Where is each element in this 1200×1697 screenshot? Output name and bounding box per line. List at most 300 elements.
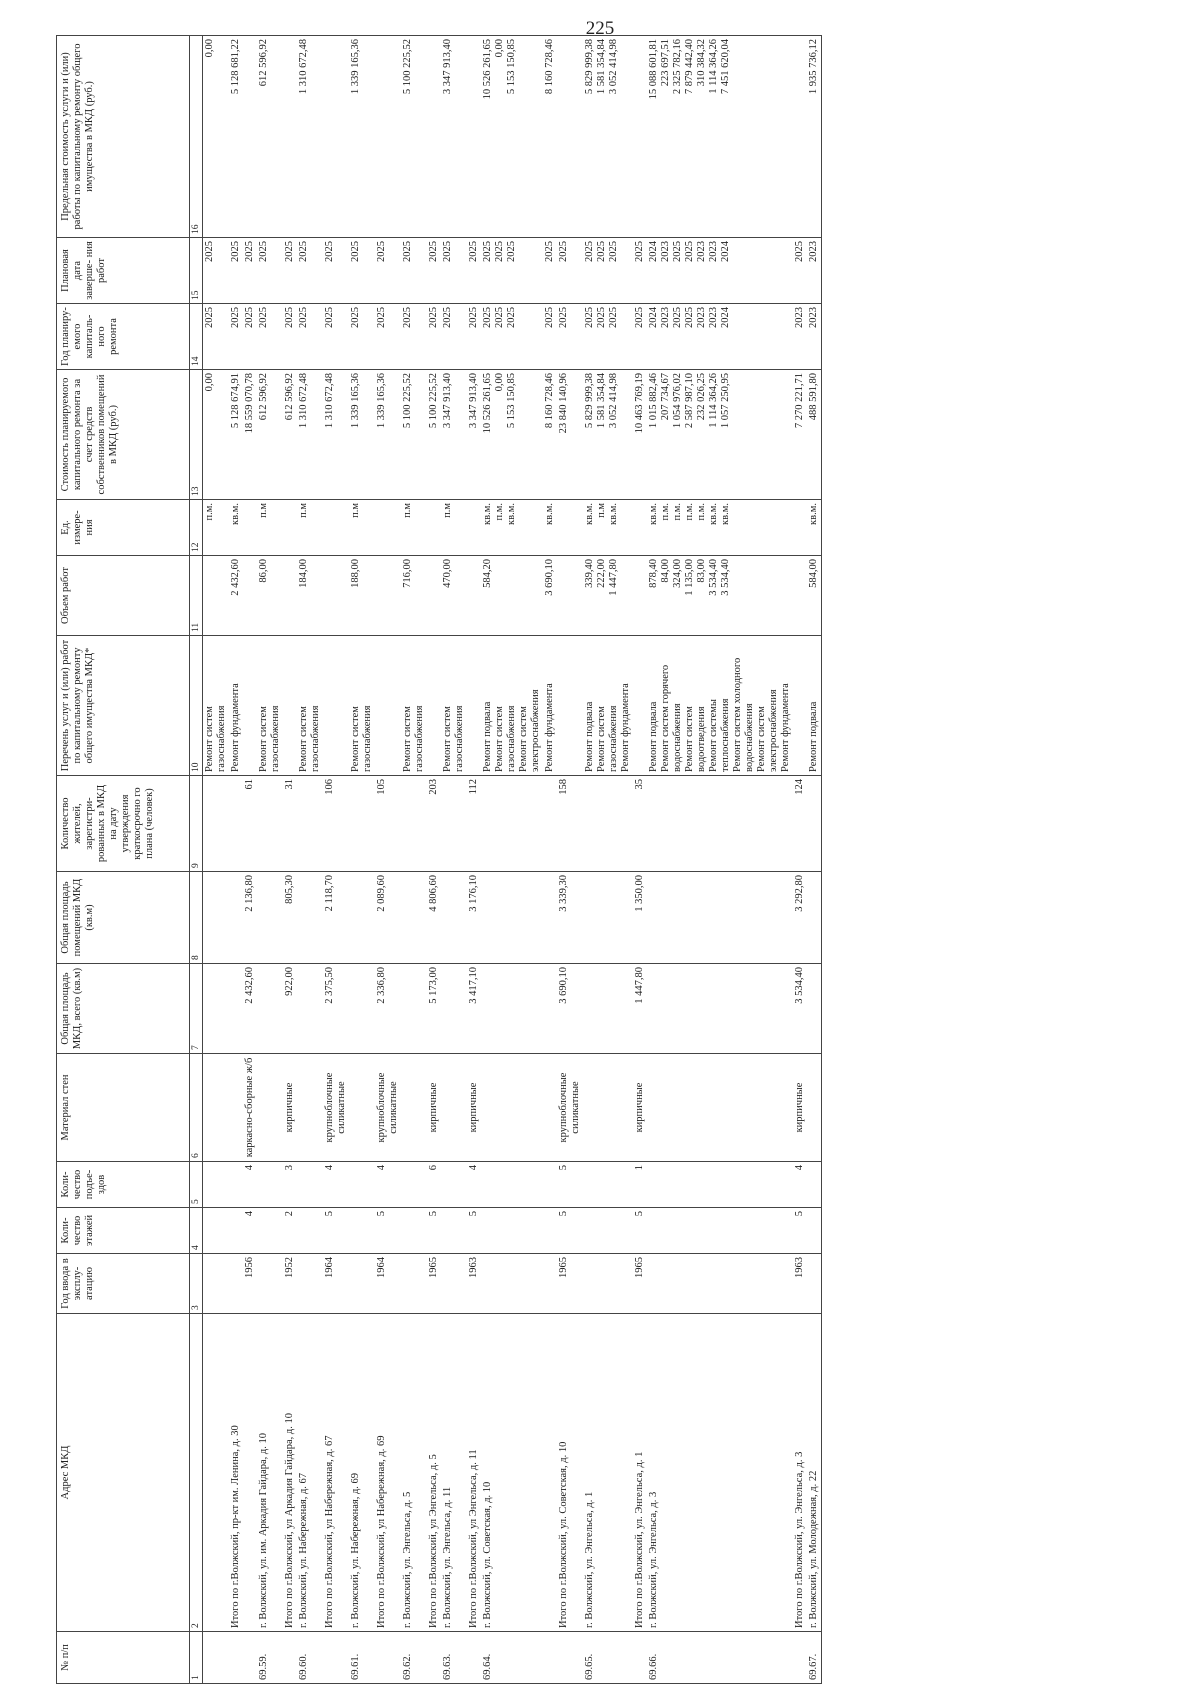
column-header-10: Перечень услуг и (или) работ по капитальному ремонту общего имущества МКД*: [57, 636, 190, 776]
completion-date: [229, 238, 243, 304]
measure-unit-line: п.м.: [672, 503, 683, 521]
work-volume-line: 1 135,00: [684, 559, 695, 596]
column-number-12: 12: [190, 500, 203, 556]
completion-date-line: 2025: [284, 241, 295, 262]
repair-cost: [283, 370, 297, 500]
work-item: [243, 636, 257, 776]
mkd-address: г. Волжский, ул. Набережная, д. 69: [349, 1314, 375, 1632]
mkd-address: г. Волжский, ул. Энгельса, д. 1: [583, 1314, 633, 1632]
floor-count: [229, 1208, 243, 1254]
cost-limit: [229, 36, 243, 238]
row-number: 69.62.: [401, 1632, 427, 1684]
measure-unit-line: [558, 503, 570, 552]
repair-cost-line: 5 829 999,38: [584, 373, 595, 429]
work-volume-line: 184,00: [298, 559, 309, 588]
entrance-count: 4: [323, 1162, 349, 1208]
completion-date-line: 2025: [584, 241, 595, 262]
commission-year: 1963: [793, 1254, 807, 1314]
completion-date-line: 2025: [468, 241, 479, 262]
wall-material: [257, 1054, 283, 1162]
commission-year: [543, 1254, 557, 1314]
completion-date-line: 2025: [506, 241, 517, 262]
work-item-line: Ремонт фундамента: [620, 683, 631, 772]
repair-cost: [297, 370, 323, 500]
planned-year: [633, 304, 647, 370]
mkd-address: г. Волжский, ул. Энгельса, д. 3: [647, 1314, 793, 1632]
floor-count: [203, 1208, 230, 1254]
work-item: [323, 636, 349, 776]
premises-area: [647, 872, 793, 964]
mkd-address: [543, 1314, 557, 1632]
work-item-line: [428, 639, 440, 772]
cost-limit-line: 5 100 225,52: [402, 39, 413, 95]
table-row: [427, 36, 441, 1684]
table-row: [375, 36, 401, 1684]
measure-unit: [557, 500, 583, 556]
repair-cost: [583, 370, 633, 500]
wall-material: кирпичные: [467, 1054, 481, 1162]
work-volume: [467, 556, 481, 636]
cost-limit-line: 0,00: [204, 39, 215, 58]
completion-date: [257, 238, 283, 304]
work-item-line: Ремонт систем холодного водоснабжения: [732, 657, 755, 772]
completion-date-line: 2023: [708, 241, 719, 262]
cost-limit-line: 1 114 364,26: [708, 39, 719, 94]
measure-unit-line: п.м.: [204, 503, 215, 521]
work-item-line: Ремонт фундамента: [780, 683, 791, 772]
work-item: [229, 636, 243, 776]
table-row: [807, 36, 822, 1684]
wall-material: [543, 1054, 557, 1162]
work-volume: [323, 556, 349, 636]
premises-area: 805,30: [283, 872, 297, 964]
entrance-count: 4: [793, 1162, 807, 1208]
cost-limit: [557, 36, 583, 238]
commission-year: 1965: [633, 1254, 647, 1314]
work-volume: [401, 556, 427, 636]
work-item: [467, 636, 481, 776]
repair-cost-line: 1 310 672,48: [298, 373, 309, 429]
measure-unit-line: [284, 503, 296, 552]
premises-area: 4 806,60: [427, 872, 441, 964]
planned-year-line: 2025: [672, 307, 683, 328]
measure-unit: [203, 500, 230, 556]
planned-year-line: 2025: [324, 307, 335, 328]
work-volume-line: [324, 559, 336, 632]
cost-limit-line: [468, 39, 480, 234]
measure-unit-line: кв.м.: [720, 503, 731, 525]
total-area: 2 375,50: [323, 964, 349, 1054]
completion-date: [297, 238, 323, 304]
total-area: [481, 964, 543, 1054]
cost-limit-line: [634, 39, 646, 234]
cost-limit: [375, 36, 401, 238]
entrance-count: [203, 1162, 230, 1208]
measure-unit: [633, 500, 647, 556]
resident-count: [257, 776, 283, 872]
repair-cost-line: 0,00: [494, 373, 505, 392]
completion-date: [349, 238, 375, 304]
work-item-line: Ремонт систем электроснабжения: [756, 689, 779, 772]
measure-unit: [257, 500, 283, 556]
total-area: 3 534,40: [793, 964, 807, 1054]
column-number-row: [190, 36, 203, 1684]
row-number: 69.59.: [257, 1632, 283, 1684]
column-header-2: Адрес МКД: [57, 1314, 190, 1632]
total-area: [543, 964, 557, 1054]
work-volume-line: 188,00: [350, 559, 361, 588]
repair-cost: [243, 370, 257, 500]
repair-cost-line: 18 559 070,78: [244, 373, 255, 434]
resident-count: 158: [557, 776, 583, 872]
commission-year: 1956: [243, 1254, 257, 1314]
work-volume: [297, 556, 323, 636]
work-item-line: Ремонт систем газоснабжения: [298, 705, 321, 772]
total-area: [401, 964, 427, 1054]
resident-count: [297, 776, 323, 872]
wall-material: [229, 1054, 243, 1162]
repair-cost: [481, 370, 543, 500]
work-item-line: [634, 639, 646, 772]
repair-cost-line: 232 026,25: [696, 373, 707, 421]
completion-date-line: 2025: [244, 241, 255, 262]
cost-limit-line: 8 160 728,46: [544, 39, 555, 95]
work-volume-line: 83,00: [696, 559, 707, 583]
planned-year: [323, 304, 349, 370]
column-number-5: 5: [190, 1162, 203, 1208]
measure-unit-line: п.м: [258, 503, 269, 518]
repair-cost-line: 1 057 250,95: [720, 373, 731, 429]
mkd-address: Итого по г.Волжский, пр-кт им. Ленина, д. 30: [229, 1314, 243, 1632]
commission-year: 1965: [427, 1254, 441, 1314]
row-number: [229, 1632, 243, 1684]
entrance-count: [647, 1162, 793, 1208]
column-header-11: Объем работ: [57, 556, 190, 636]
commission-year: [349, 1254, 375, 1314]
cost-limit-line: 3 052 414,98: [608, 39, 619, 95]
cost-limit: [427, 36, 441, 238]
row-number: [283, 1632, 297, 1684]
repair-cost-line: 488 591,80: [808, 373, 819, 421]
resident-count: [229, 776, 243, 872]
work-volume: [349, 556, 375, 636]
cost-limit: [401, 36, 427, 238]
repair-cost-line: 1 015 882,46: [648, 373, 659, 429]
entrance-count: 6: [427, 1162, 441, 1208]
work-volume: [583, 556, 633, 636]
completion-date: [807, 238, 822, 304]
floor-count: [647, 1208, 793, 1254]
measure-unit: [375, 500, 401, 556]
table-row: [557, 36, 583, 1684]
planned-year-line: 2025: [244, 307, 255, 328]
measure-unit: [283, 500, 297, 556]
repair-cost: [401, 370, 427, 500]
row-number: 69.64.: [481, 1632, 543, 1684]
floor-count: [441, 1208, 467, 1254]
table-row: [257, 36, 283, 1684]
work-volume: [283, 556, 297, 636]
completion-date-line: 2025: [376, 241, 387, 262]
work-volume: [243, 556, 257, 636]
work-item-line: Ремонт систем газоснабжения: [596, 705, 619, 772]
work-volume-line: [468, 559, 480, 632]
work-volume-line: [558, 559, 570, 632]
measure-unit-line: [244, 503, 256, 552]
column-number-15: 15: [190, 238, 203, 304]
planned-year-line: 2025: [558, 307, 569, 328]
measure-unit: [807, 500, 822, 556]
planned-year-line: 2025: [506, 307, 517, 328]
work-volume-line: [428, 559, 440, 632]
repair-cost-line: 1 054 976,02: [672, 373, 683, 429]
work-item-line: Ремонт систем газоснабжения: [442, 705, 465, 772]
cost-limit: [543, 36, 557, 238]
planned-year: [467, 304, 481, 370]
work-item-line: Ремонт подвала: [584, 701, 595, 772]
work-item-line: Ремонт систем газоснабжения: [402, 705, 425, 772]
row-number: [557, 1632, 583, 1684]
repair-cost-line: 7 270 221,71: [794, 373, 805, 429]
measure-unit-line: [468, 503, 480, 552]
measure-unit: [481, 500, 543, 556]
work-volume: [229, 556, 243, 636]
commission-year: [481, 1254, 543, 1314]
entrance-count: 1: [633, 1162, 647, 1208]
resident-count: 35: [633, 776, 647, 872]
cost-limit-line: 5 829 999,38: [584, 39, 595, 95]
planned-year-line: 2025: [544, 307, 555, 328]
cost-limit: [257, 36, 283, 238]
work-volume: [481, 556, 543, 636]
completion-date-line: 2025: [608, 241, 619, 262]
repair-cost-line: 0,00: [204, 373, 215, 392]
column-header-3: Год ввода в эксплу- атацию: [57, 1254, 190, 1314]
resident-count: 31: [283, 776, 297, 872]
mkd-address: г. Волжский, ул. им. Аркадия Гайдара, д. 10: [257, 1314, 283, 1632]
work-volume-line: 470,00: [442, 559, 453, 588]
repair-cost-line: 207 734,67: [660, 373, 671, 421]
repair-cost-line: 5 100 225,52: [428, 373, 439, 429]
mkd-address: г. Волжский, ул. Энгельса, д. 5: [401, 1314, 427, 1632]
measure-unit: [793, 500, 807, 556]
premises-area: 3 176,10: [467, 872, 481, 964]
repair-cost: [441, 370, 467, 500]
column-number-10: 10: [190, 636, 203, 776]
planned-year: [297, 304, 323, 370]
entrance-count: [297, 1162, 323, 1208]
planned-year-line: 2025: [634, 307, 645, 328]
repair-cost: [375, 370, 401, 500]
premises-area: 2 136,80: [243, 872, 257, 964]
commission-year: 1952: [283, 1254, 297, 1314]
wall-material: [297, 1054, 323, 1162]
work-volume-line: 86,00: [258, 559, 269, 583]
repair-cost: [257, 370, 283, 500]
repair-cost: [647, 370, 793, 500]
planned-year-line: 2023: [808, 307, 819, 328]
measure-unit-line: п.м.: [494, 503, 505, 521]
total-area: 3 690,10: [557, 964, 583, 1054]
floor-count: [807, 1208, 822, 1254]
total-area: [807, 964, 822, 1054]
resident-count: 105: [375, 776, 401, 872]
commission-year: [441, 1254, 467, 1314]
repair-cost-line: 8 160 728,46: [544, 373, 555, 429]
measure-unit-line: [634, 503, 646, 552]
repair-cost-line: 1 339 165,36: [376, 373, 387, 429]
repair-cost: [229, 370, 243, 500]
completion-date-line: 2025: [544, 241, 555, 262]
work-volume-line: 2 432,60: [230, 559, 241, 596]
entrance-count: 3: [283, 1162, 297, 1208]
planned-year-line: 2023: [696, 307, 707, 328]
cost-limit-line: 3 347 913,40: [442, 39, 453, 95]
measure-unit: [243, 500, 257, 556]
completion-date-line: 2025: [634, 241, 645, 262]
entrance-count: [543, 1162, 557, 1208]
work-item: [583, 636, 633, 776]
completion-date-line: 2025: [258, 241, 269, 262]
measure-unit-line: [428, 503, 440, 552]
row-number: 69.67.: [807, 1632, 822, 1684]
work-volume-line: 324,00: [672, 559, 683, 588]
measure-unit-line: кв.м.: [608, 503, 619, 525]
repair-cost: [633, 370, 647, 500]
measure-unit: [349, 500, 375, 556]
work-item-line: [324, 639, 336, 772]
table-row: [647, 36, 793, 1684]
document-sheet: [56, 36, 1168, 1684]
cost-limit: [807, 36, 822, 238]
header-row: [57, 36, 190, 1684]
wall-material: [481, 1054, 543, 1162]
work-volume: [375, 556, 401, 636]
work-item: [283, 636, 297, 776]
completion-date-line: 2024: [720, 241, 731, 262]
table-row: [323, 36, 349, 1684]
entrance-count: [349, 1162, 375, 1208]
wall-material: [401, 1054, 427, 1162]
column-header-4: Коли- чество этажей: [57, 1208, 190, 1254]
completion-date-line: 2023: [808, 241, 819, 262]
column-number-1: 1: [190, 1632, 203, 1684]
completion-date-line: 2025: [482, 241, 493, 262]
cost-limit-line: [794, 39, 806, 234]
total-area: [257, 964, 283, 1054]
entrance-count: [441, 1162, 467, 1208]
repair-cost-line: 2 587 987,10: [684, 373, 695, 429]
measure-unit-line: кв.м.: [648, 503, 659, 525]
completion-date-line: 2025: [204, 241, 215, 262]
resident-count: 106: [323, 776, 349, 872]
work-item-line: Ремонт систем газоснабжения: [350, 705, 373, 772]
planned-year: [203, 304, 230, 370]
planned-year: [257, 304, 283, 370]
planned-year-line: 2023: [794, 307, 805, 328]
commission-year: 1963: [467, 1254, 481, 1314]
work-item: [203, 636, 230, 776]
work-volume: [441, 556, 467, 636]
cost-limit-line: 7 451 620,04: [720, 39, 731, 95]
row-number: 69.61.: [349, 1632, 375, 1684]
work-item-line: [794, 639, 806, 772]
commission-year: [229, 1254, 243, 1314]
measure-unit-line: п.м.: [684, 503, 695, 521]
repair-cost-line: 10 463 769,19: [634, 373, 645, 434]
completion-date-line: 2025: [684, 241, 695, 262]
measure-unit-line: кв.м.: [708, 503, 719, 525]
premises-area: [349, 872, 375, 964]
wall-material: каркасно-сборные ж/б: [243, 1054, 257, 1162]
repair-cost-line: 1 339 165,36: [350, 373, 361, 429]
completion-date: [243, 238, 257, 304]
work-item-line: Ремонт подвала: [648, 701, 659, 772]
floor-count: [349, 1208, 375, 1254]
table-body: [203, 36, 822, 1684]
measure-unit-line: п.м: [298, 503, 309, 518]
planned-year-line: 2025: [402, 307, 413, 328]
cost-limit: [297, 36, 323, 238]
completion-date: [557, 238, 583, 304]
work-volume-line: 339,40: [584, 559, 595, 588]
planned-year-line: 2025: [596, 307, 607, 328]
planned-year-line: 2025: [258, 307, 269, 328]
commission-year: [583, 1254, 633, 1314]
planned-year: [243, 304, 257, 370]
floor-count: 5: [793, 1208, 807, 1254]
completion-date-line: 2025: [442, 241, 453, 262]
mkd-address: Итого по г.Волжский, ул Энгельса, д. 5: [427, 1314, 441, 1632]
completion-date-line: 2025: [324, 241, 335, 262]
commission-year: [647, 1254, 793, 1314]
work-item-line: Ремонт системы теплоснабжения: [708, 698, 731, 772]
cost-limit-line: 223 697,51: [660, 39, 671, 87]
work-item-line: Ремонт систем электроснабжения: [518, 689, 541, 772]
planned-year-line: 2025: [298, 307, 309, 328]
resident-count: [647, 776, 793, 872]
measure-unit-line: [794, 503, 806, 552]
cost-limit-line: 15 088 601,81: [648, 39, 659, 100]
table-row: [297, 36, 323, 1684]
total-area: [203, 964, 230, 1054]
repair-cost: [427, 370, 441, 500]
wall-material: [441, 1054, 467, 1162]
cost-limit-line: 5 128 681,22: [230, 39, 241, 95]
completion-date-line: 2025: [596, 241, 607, 262]
table-row: [243, 36, 257, 1684]
mkd-address: г. Волжский, ул. Набережная, д. 67: [297, 1314, 323, 1632]
measure-unit-line: п.м: [402, 503, 413, 518]
measure-unit: [427, 500, 441, 556]
planned-year-line: 2025: [494, 307, 505, 328]
planned-year-line: 2025: [376, 307, 387, 328]
completion-date: [543, 238, 557, 304]
floor-count: 5: [375, 1208, 401, 1254]
cost-limit-line: 0,00: [494, 39, 505, 58]
work-volume: [203, 556, 230, 636]
measure-unit-line: кв.м.: [544, 503, 555, 525]
work-item: [401, 636, 427, 776]
measure-unit: [229, 500, 243, 556]
completion-date-line: 2025: [558, 241, 569, 262]
work-item: [793, 636, 807, 776]
planned-year: [375, 304, 401, 370]
total-area: [583, 964, 633, 1054]
wall-material: кирпичные: [283, 1054, 297, 1162]
work-item-line: Ремонт фундамента: [544, 683, 555, 772]
work-volume-line: 1 447,80: [608, 559, 619, 596]
